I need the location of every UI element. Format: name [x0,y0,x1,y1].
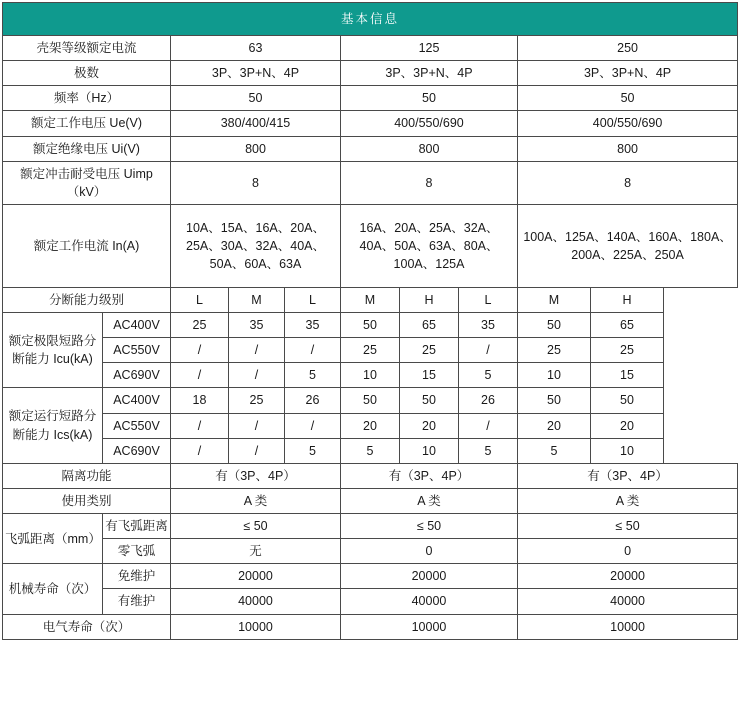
table-row-in [3,204,738,287]
table-row-utilization [3,488,738,513]
cell-frequency-250: 50 [518,86,738,111]
cell-icu-ac550-250-m: 25 [518,338,591,363]
cell-arc-with-63: ≤ 50 [171,514,341,539]
cell-ics-ac690-125-h: 10 [400,438,459,463]
cell-ics-ac690-125-m: 5 [341,438,400,463]
cell-ue-63: 380/400/415 [171,111,341,136]
row-label-arc-distance: 飞弧距离（mm） [3,514,103,564]
cell-ue-125: 400/550/690 [341,111,518,136]
row-label-breaking-grade: 分断能力级别 [3,287,171,312]
cell-icu-ac550-63-l: / [171,338,229,363]
row-label-ui: 额定绝缘电压 Ui(V) [3,136,171,161]
cell-arc-with-250: ≤ 50 [518,514,738,539]
cell-uimp-63: 8 [171,161,341,204]
cell-icu-ac550-125-m: 25 [341,338,400,363]
cell-frequency-125: 50 [341,86,518,111]
sub-label-icu-ac550v: AC550V [103,338,171,363]
table-row-mech-life-free [3,564,738,589]
cell-icu-ac550-125-l: / [285,338,341,363]
cell-poles-125: 3P、3P+N、4P [341,61,518,86]
table-row-mech-life-maint [3,589,738,614]
row-label-poles: 极数 [3,61,171,86]
cell-icu-ac690-250-h: 15 [591,363,664,388]
sub-label-ics-ac690v: AC690V [103,438,171,463]
cell-grade-125-h: H [400,287,459,312]
cell-ics-ac550-250-l: / [459,413,518,438]
cell-icu-ac550-63-m: / [229,338,285,363]
cell-mech-free-63: 20000 [171,564,341,589]
cell-arc-with-125: ≤ 50 [341,514,518,539]
cell-icu-ac400-125-h: 65 [400,313,459,338]
specification-table [2,2,738,640]
cell-mech-free-250: 20000 [518,564,738,589]
cell-ue-250: 400/550/690 [518,111,738,136]
cell-arc-zero-125: 0 [341,539,518,564]
cell-icu-ac550-250-l: / [459,338,518,363]
row-label-ics: 额定运行短路分断能力 Ics(kA) [3,388,103,463]
cell-frame-rating-250: 250 [518,36,738,61]
cell-in-250: 100A、125A、140A、160A、180A、200A、225A、250A [518,204,738,287]
cell-ui-250: 800 [518,136,738,161]
cell-icu-ac690-63-m: / [229,363,285,388]
cell-ics-ac690-125-l: 5 [285,438,341,463]
cell-uimp-250: 8 [518,161,738,204]
cell-isolation-63: 有（3P、4P） [171,463,341,488]
cell-ics-ac690-63-m: / [229,438,285,463]
table-row-frame-rating [3,36,738,61]
cell-icu-ac400-250-m: 50 [518,313,591,338]
cell-isolation-125: 有（3P、4P） [341,463,518,488]
row-label-ue: 额定工作电压 Ue(V) [3,111,171,136]
cell-icu-ac690-250-l: 5 [459,363,518,388]
cell-poles-63: 3P、3P+N、4P [171,61,341,86]
cell-ics-ac690-250-m: 5 [518,438,591,463]
cell-ui-125: 800 [341,136,518,161]
cell-ics-ac690-250-h: 10 [591,438,664,463]
cell-uimp-125: 8 [341,161,518,204]
cell-ics-ac550-125-m: 20 [341,413,400,438]
cell-icu-ac690-63-l: / [171,363,229,388]
cell-in-63: 10A、15A、16A、20A、25A、30A、32A、40A、50A、60A、63A [171,204,341,287]
row-label-uimp: 额定冲击耐受电压 Uimp（kV） [3,161,171,204]
cell-utilization-125: A 类 [341,488,518,513]
cell-frame-rating-63: 63 [171,36,341,61]
cell-icu-ac400-125-l: 35 [285,313,341,338]
cell-mech-maint-63: 40000 [171,589,341,614]
sub-label-ics-ac400v: AC400V [103,388,171,413]
cell-ics-ac400-63-m: 25 [229,388,285,413]
cell-icu-ac550-125-h: 25 [400,338,459,363]
cell-in-125: 16A、20A、25A、32A、40A、50A、63A、80A、100A、125A [341,204,518,287]
cell-ics-ac400-250-l: 26 [459,388,518,413]
cell-icu-ac400-63-l: 25 [171,313,229,338]
cell-icu-ac690-125-m: 10 [341,363,400,388]
cell-ics-ac550-125-l: / [285,413,341,438]
sub-label-icu-ac400v: AC400V [103,313,171,338]
table-row-uimp [3,161,738,204]
table-row-icu-ac400 [3,313,738,338]
cell-icu-ac400-63-m: 35 [229,313,285,338]
cell-ics-ac400-125-m: 50 [341,388,400,413]
sub-label-arc-zero: 零飞弧 [103,539,171,564]
cell-arc-zero-63: 无 [171,539,341,564]
row-label-frequency: 频率（Hz） [3,86,171,111]
cell-grade-63-l: L [171,287,229,312]
cell-poles-250: 3P、3P+N、4P [518,61,738,86]
table-row-arc-distance-zero [3,539,738,564]
table-row-ue [3,111,738,136]
cell-icu-ac550-250-h: 25 [591,338,664,363]
page-title: 基本信息 [3,3,738,36]
cell-ics-ac550-63-m: / [229,413,285,438]
cell-elec-life-250: 10000 [518,614,738,639]
cell-ics-ac400-250-m: 50 [518,388,591,413]
row-label-in: 额定工作电流 In(A) [3,204,171,287]
table-row-frequency [3,86,738,111]
table-row-arc-distance-with [3,514,738,539]
cell-grade-250-m: M [518,287,591,312]
table-row-ics-ac550 [3,413,738,438]
sub-label-icu-ac690v: AC690V [103,363,171,388]
cell-icu-ac400-250-h: 65 [591,313,664,338]
cell-icu-ac400-250-l: 35 [459,313,518,338]
row-label-icu: 额定极限短路分断能力 Icu(kA) [3,313,103,388]
cell-elec-life-63: 10000 [171,614,341,639]
table-row-icu-ac550 [3,338,738,363]
cell-ics-ac550-250-m: 20 [518,413,591,438]
table-title-row [3,3,738,36]
cell-isolation-250: 有（3P、4P） [518,463,738,488]
table-row-ics-ac690 [3,438,738,463]
cell-ics-ac400-125-h: 50 [400,388,459,413]
row-label-mech-life: 机械寿命（次） [3,564,103,614]
sub-label-with-maintenance: 有维护 [103,589,171,614]
cell-grade-125-l: L [285,287,341,312]
cell-icu-ac690-250-m: 10 [518,363,591,388]
cell-grade-250-h: H [591,287,664,312]
cell-ics-ac550-250-h: 20 [591,413,664,438]
cell-icu-ac400-125-m: 50 [341,313,400,338]
table-row-isolation [3,463,738,488]
cell-icu-ac690-125-h: 15 [400,363,459,388]
row-label-frame-rating: 壳架等级额定电流 [3,36,171,61]
cell-ics-ac400-125-l: 26 [285,388,341,413]
sub-label-ics-ac550v: AC550V [103,413,171,438]
cell-mech-free-125: 20000 [341,564,518,589]
row-label-utilization: 使用类别 [3,488,171,513]
cell-mech-maint-125: 40000 [341,589,518,614]
cell-elec-life-125: 10000 [341,614,518,639]
row-label-isolation: 隔离功能 [3,463,171,488]
table-row-breaking-grade [3,287,738,312]
cell-ics-ac550-125-h: 20 [400,413,459,438]
cell-utilization-63: A 类 [171,488,341,513]
cell-utilization-250: A 类 [518,488,738,513]
cell-ics-ac690-250-l: 5 [459,438,518,463]
sub-label-maintenance-free: 免维护 [103,564,171,589]
table-row-poles [3,61,738,86]
cell-arc-zero-250: 0 [518,539,738,564]
sub-label-arc-with: 有飞弧距离 [103,514,171,539]
cell-frequency-63: 50 [171,86,341,111]
table-row-icu-ac690 [3,363,738,388]
cell-grade-250-l: L [459,287,518,312]
row-label-elec-life: 电气寿命（次） [3,614,171,639]
cell-mech-maint-250: 40000 [518,589,738,614]
cell-ics-ac690-63-l: / [171,438,229,463]
cell-ui-63: 800 [171,136,341,161]
table-row-ics-ac400 [3,388,738,413]
cell-frame-rating-125: 125 [341,36,518,61]
cell-ics-ac400-250-h: 50 [591,388,664,413]
cell-grade-63-m: M [229,287,285,312]
table-row-ui [3,136,738,161]
cell-grade-125-m: M [341,287,400,312]
cell-ics-ac400-63-l: 18 [171,388,229,413]
cell-icu-ac690-125-l: 5 [285,363,341,388]
table-row-elec-life [3,614,738,639]
cell-ics-ac550-63-l: / [171,413,229,438]
